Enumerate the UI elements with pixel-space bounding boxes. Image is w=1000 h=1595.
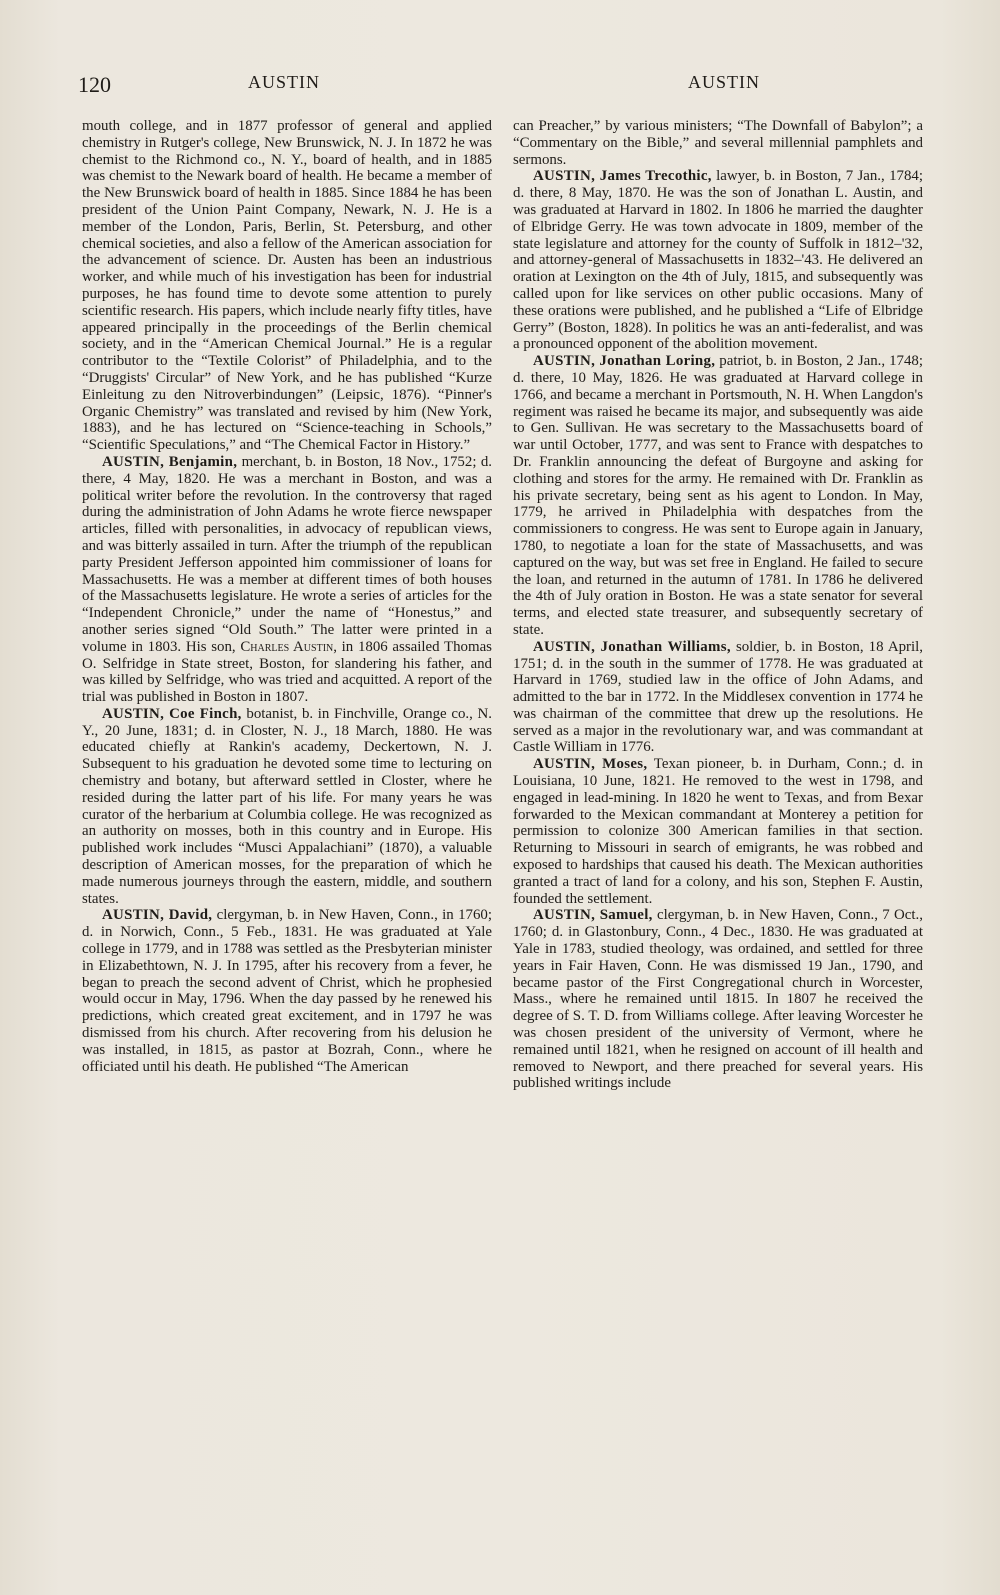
entry-text: patriot, b. in Boston, 2 Jan., 1748; d. there, 10 May, 1826. He was graduated at Harvard college in 1766, and became a merchant in Portsmouth, N. H. When Langdon's regiment was raised he became its major, and subsequently was aide to Gen. Sullivan. He was secretary to the Massachusetts board of war until October, 1777, and was sent to France with despatches to Dr. Franklin announcing the defeat of Burgoyne and asking for clothing and stores for the army. He remained with Dr. Franklin as his private secretary, being sent as his agent to London. In May, 1779, he arrived in Philadelphia with despatches from the commissioners to congress. He was sent to Europe again in January, 1780, to negotiate a loan for the state of Massachusetts, and was captured on the way, but was set free in England. He failed to secure the loan, and returned in the autumn of 1781. In 1786 he delivered the 4th of July oration in Boston. He was a state senator for several terms, and elected state treasurer, and subsequently secretary of state. (513, 353, 923, 638)
entry-son-name: Charles Austin, (240, 638, 337, 655)
entry-moses-austin (513, 756, 923, 907)
entry-david-austin (82, 907, 492, 1075)
entry-text: lawyer, b. in Boston, 7 Jan., 1784; d. there, 8 May, 1870. He was the son of Jonathan L. Austin, and was graduated at Harvard in 1802. In 1806 he married the daughter of Elbridge Gerry. He was town advocate in 1809, member of the state legislature and attorney for the county of Suffolk in 1812–'32, and attorney-general of Massachusetts in 1832–'43. He delivered an oration at Lexington on the 4th of July, 1815, and subsequently was called upon for like services on other public occasions. Many of these orations were published, and he published a “Life of Elbridge Gerry” (Boston, 1828). In politics he was an anti-federalist, and was a pronounced opponent of the abolition movement. (513, 168, 923, 353)
continued-entry-text: mouth college, and in 1877 professor of general and applied chemistry in Rutger's college, New Brunswick, N. J. In 1872 he was chemist to the Richmond co., N. Y., board of health, and in 1885 was chemist to the Newark board of health. He became a member of the New Brunswick board of health in 1885. Since 1884 he has been president of the Union Paint Company, Newark, N. J. He is a member of the London, Paris, Berlin, St. Petersburg, and other chemical societies, and also a fellow of the American association for the advancement of science. Dr. Austen has been an industrious worker, and while much of his investigation has been for industrial purposes, he has found time to devote some attention to purely scientific research. His papers, which include nearly fifty titles, have appeared principally in the proceedings of the Berlin chemical society, and in the “American Chemical Journal.” He is a regular contributor to the “Textile Colorist” of Philadelphia, and to the “Druggists' Circular” of New York, and he has published “Kurze Einleitung zu den Nitroverbindungen” (Leipsic, 1876). “Pinner's Organic Chemistry” was translated and revised by him (New York, 1883), and he has lectured on “Science-teaching in Schools,” “Scientific Speculations,” and “The Chemical Factor in History.” (82, 118, 492, 454)
entry-headword: AUSTIN, Coe Finch, (102, 705, 242, 722)
entry-text: Texan pioneer, b. in Durham, Conn.; d. in Louisiana, 10 June, 1821. He removed to the west in 1798, and engaged in lead-mining. In 1820 he went to Texas, and from Bexar forwarded to the Mexican commandant at Monterey a petition for permission to colonize 300 American families in that section. Returning to Missouri in search of emigrants, he was robbed and exposed to hardships that caused his death. The Mexican authorities granted a tract of land for a colony, and his son, Stephen F. Austin, founded the settlement. (513, 756, 923, 907)
entry-headword: AUSTIN, Samuel, (533, 907, 653, 924)
entry-samuel-austin (513, 907, 923, 1092)
entry-text: clergyman, b. in New Haven, Conn., 7 Oct., 1760; d. in Glastonbury, Conn., 4 Dec., 1830. He was graduated at Yale in 1783, studied theology, was ordained, and settled for three years in Fair Haven, Conn. He was dismissed 19 Jan., 1790, and became pastor of the First Congregational church in Worcester, Mass., where he remained until 1815. In 1807 he received the degree of S. T. D. from Williams college. After leaving Worcester he was chosen president of the university of Vermont, where he remained until 1821, when he resigned on account of ill health and removed to Newport, and there preached for several years. His published writings include (513, 907, 923, 1092)
entry-headword: AUSTIN, James Trecothic, (533, 168, 712, 185)
page-header (78, 72, 946, 102)
entry-benjamin-austin (82, 454, 492, 706)
entry-jonathan-williams-austin (513, 639, 923, 757)
entry-headword: AUSTIN, David, (102, 907, 213, 924)
running-head-left: AUSTIN (248, 72, 320, 92)
entry-jonathan-loring-austin (513, 353, 923, 639)
entry-james-trecothic-austin (513, 168, 923, 353)
running-head-right: AUSTIN (688, 72, 760, 92)
entry-text: clergyman, b. in New Haven, Conn., in 1760; d. in Norwich, Conn., 5 Feb., 1831. He was graduated at Yale college in 1779, and in 1788 was settled as the Presbyterian minister in Elizabethtown, N. J. In 1795, after his recovery from a fever, he began to preach the second advent of Christ, which he prophesied would occur in May, 1796. When the day passed by he renewed his predictions, which created great excitement, and in 1797 he was dismissed from his church. After recovering from his delusion he was installed, in 1815, as pastor at Bozrah, Conn., where he officiated until his death. He published “The American (82, 907, 492, 1075)
left-column (82, 118, 492, 1493)
entry-text: soldier, b. in Boston, 18 April, 1751; d. in the south in the summer of 1778. He was graduated at Harvard in 1769, studied law in the office of John Adams, and admitted to the bar in 1772. In the Middlesex convention in 1774 he was chairman of the committee that drew up the resolutions. He served as a major in the revolutionary war, and was commandant at Castle William in 1776. (513, 638, 923, 756)
entry-headword: AUSTIN, Benjamin, (102, 453, 238, 470)
entry-headword: AUSTIN, Moses, (533, 756, 648, 773)
entry-text: botanist, b. in Finchville, Orange co., N. Y., 20 June, 1831; d. in Closter, N. J., 18 March, 1880. He was educated chiefly at Rankin's academy, Deckertown, N. J. Subsequent to his graduation he devoted some time to lecturing on chemistry and botany, but afterward settled in Closter, where he resided during the latter part of his life. For many years he was curator of the herbarium at Columbia college. He was recognized as an authority on mosses, both in this country and in Europe. His published work includes “Musci Appalachiani” (1870), a valuable description of American mosses, for the preparation of which he made numerous journeys through the eastern, middle, and southern states. (82, 705, 492, 907)
entry-headword: AUSTIN, Jonathan Williams, (533, 638, 731, 655)
entry-text: merchant, b. in Boston, 18 Nov., 1752; d. there, 4 May, 1820. He was a merchant in Boston, and was a political writer before the revolution. In the controversy that raged during the administration of John Adams he wrote fierce newspaper articles, filled with personalities, in advocacy of republican views, and was bitterly assailed in turn. After the triumph of the republican party President Jefferson appointed him commissioner of loans for Massachusetts. He was a member at different times of both houses of the Massachusetts legislature. He wrote a series of articles for the “Independent Chronicle,” under the name of “Honestus,” and another series signed “Old South.” The latter were printed in a volume in 1803. His son, (82, 453, 492, 655)
entry-headword: AUSTIN, Jonathan Loring, (533, 353, 716, 370)
continued-entry-text: can Preacher,” by various ministers; “The Downfall of Babylon”; a “Commentary on the Bible,” and several millennial pamphlets and sermons. (513, 118, 923, 168)
entry-text: in 1806 assailed Thomas O. Selfridge in State street, Boston, for slandering his father, and was killed by Selfridge, who was tried and acquitted. A report of the trial was published in Boston in 1807. (82, 638, 492, 706)
page-number: 120 (78, 72, 111, 97)
entry-coe-finch-austin (82, 706, 492, 908)
right-column (513, 118, 923, 1493)
